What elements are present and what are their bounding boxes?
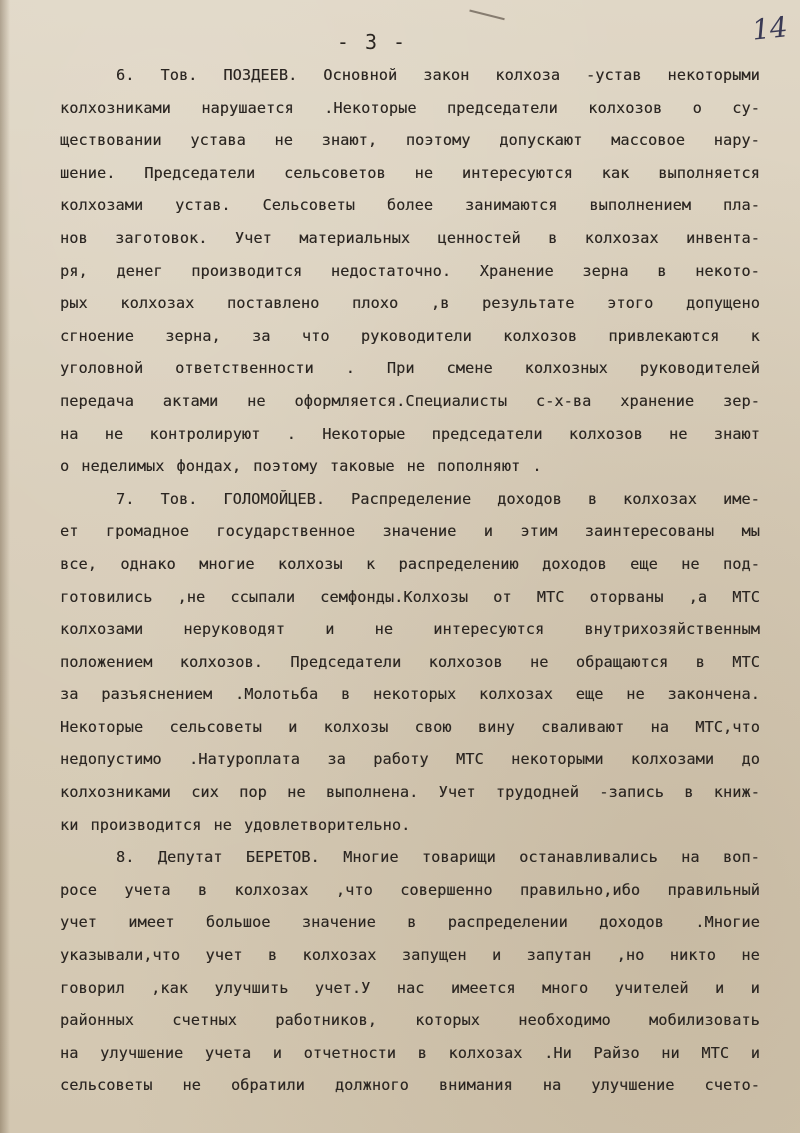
word: нарушается [201,98,294,117]
text-line [60,848,760,881]
word: не [374,620,394,639]
word: оторваны [589,587,664,606]
word: 8. [116,848,135,867]
word: плохо [352,294,399,313]
word: .Многие [695,913,760,932]
text-line [60,750,760,783]
word: БЕРЕТОВ. [245,848,320,867]
word: и [750,1043,760,1062]
word: большое [205,913,271,932]
text-line [60,1044,760,1077]
word: до [741,750,760,769]
word: МТС [732,587,760,606]
word: некоторыми [667,66,760,84]
word: поставлено [226,294,320,313]
word: .Натуроплата [189,750,300,769]
word: значение [301,913,376,932]
word: Хранение [479,261,554,280]
word: хранение [620,391,695,410]
word: и [491,946,502,965]
word: не [741,946,760,965]
word: закон [423,66,470,84]
word: ,в [430,294,450,313]
word: колхозами [60,620,144,639]
word: Сельсоветы [262,196,355,215]
text-line [60,294,760,327]
word: трудодней [495,783,580,802]
text-line [60,913,760,946]
word: на [60,1043,79,1062]
word: устава [190,131,246,150]
word: МТС [701,1043,730,1062]
word: внутрихозяйственным [584,620,760,639]
word: учета [124,880,171,899]
word: заинтересованы [584,522,715,541]
word: рых [60,294,88,313]
word: сваливают [541,717,625,736]
word: -запись [599,783,664,802]
word: ,а [688,587,708,606]
word: не [626,685,645,704]
word: должного [334,1076,409,1095]
word: заготовок. [115,228,208,247]
word: о [60,457,70,476]
word: улучшить [214,978,289,997]
word: колхоза [495,66,561,84]
word: многие [199,554,255,573]
word: ,что [335,880,373,899]
word: останавливались [519,848,658,867]
word: .Некоторые [324,98,417,117]
text-line [60,131,760,164]
word: не [681,554,700,573]
text-line [60,327,760,360]
word: совершенно [400,880,493,899]
word: этим [520,522,558,541]
text-line [60,816,760,849]
word: имеется [450,978,516,997]
word: оформляется.Специалисты [294,391,508,410]
text-line [60,196,760,229]
word: су- [732,98,760,117]
word: недопустимо [60,750,162,769]
word: товарищи [421,848,496,867]
word: инвента- [686,228,760,247]
word: колхозах [623,489,697,508]
text-line [60,99,760,132]
word: .Молотьба [235,685,319,704]
word: правильно,ибо [519,880,641,899]
text-line [60,881,760,914]
word: распределению [398,554,519,573]
word: выполнением [589,196,692,215]
handwritten-folio-number: 14 [750,10,790,47]
word: актами [162,391,219,410]
word: колхозы [323,717,389,736]
word: Некоторые [322,424,406,443]
word: интересуются [433,620,545,639]
word: Распределение [351,489,472,508]
word: никто [669,946,716,965]
word: от [493,587,512,606]
page-edge-shadow [0,0,10,1133]
word: привлекаются [608,326,720,345]
word: улучшение [591,1076,675,1095]
word: -устав [586,66,642,84]
text-line [60,262,760,295]
text-line [60,588,760,621]
text-line [60,653,760,686]
word: за [327,750,346,769]
word: не [247,391,266,410]
word: сельсоветов [284,163,386,182]
word: 6. [116,66,135,84]
word: ,как [151,978,189,997]
word: учета [204,1043,252,1062]
word: Райзо [593,1043,640,1062]
word: на [542,1076,562,1095]
page-number: - 3 - [336,30,408,54]
word: колхозами [60,196,144,215]
word: не [274,131,293,150]
word: име- [722,489,760,508]
word: материальных [299,228,411,247]
word: говорил [60,978,125,997]
word: и [483,522,493,541]
word: колхозниками [60,98,171,117]
word: устав. [175,196,231,215]
word: зерна, [165,326,221,345]
word: громадное [105,522,190,541]
word: колхозниками [60,783,171,802]
text-line [60,392,760,425]
word: и [288,717,298,736]
word: распределении [447,913,568,932]
word: массовое [611,131,686,150]
word: указывали,что [60,946,181,965]
word: доходов [599,913,664,932]
text-line [60,946,760,979]
word: доходов [542,554,607,573]
word: председатели [446,98,558,117]
word: в [695,652,705,671]
word: ки [60,815,79,834]
word: с-х-ва [535,391,592,410]
word: разъяснением [101,685,213,704]
word: счетных [172,1011,237,1030]
word: обращаются [575,652,669,671]
word: уголовной [60,359,144,378]
word: некото- [695,261,760,280]
word: выполняется [658,163,760,182]
word: в [267,946,278,965]
text-line [60,229,760,262]
word: на [60,424,79,443]
word: работу [373,750,429,769]
word: удовлетворительно. [243,815,411,834]
word: не [182,1076,201,1095]
word: не [529,652,549,671]
pencil-mark [469,2,506,20]
word: учителей [614,978,689,997]
word: МТС [536,587,565,606]
word: таковые [329,457,395,476]
word: отчетности [303,1043,397,1062]
word: Председатели [290,652,402,671]
word: за [60,685,79,704]
word: не [213,815,232,834]
word: МТС [732,652,760,671]
word: Председатели [144,163,256,182]
word: смене [446,359,493,378]
word: ответственности [175,359,314,378]
word: зер- [723,391,760,410]
word: в [197,880,208,899]
word: колхозах [302,946,377,965]
word: При [386,359,415,378]
word: Некоторые [60,717,144,736]
word: этого [607,294,654,313]
word: значение [382,522,457,541]
word: вину [477,717,515,736]
text-line [60,522,760,555]
word: МТС,что [695,717,760,736]
word: ГОЛОМОЙЦЕВ. [223,489,326,508]
word: пла- [722,196,760,215]
word: знают [713,424,760,443]
word: Учет [234,228,272,247]
word: ет [60,522,79,541]
word: как [601,163,630,182]
word: нов [60,228,88,247]
word: ПОЗДЕЕВ. [223,66,298,84]
word: колхозах [448,1043,523,1062]
text-line [60,718,760,751]
word: под- [722,554,760,573]
word: и [272,1043,282,1062]
word: учет [60,913,97,932]
word: некоторыми [511,750,604,769]
word: на [650,717,670,736]
word: сельсоветы [169,717,262,736]
word: которых [415,1011,480,1030]
word: не [414,163,434,182]
word: еще [630,554,658,573]
word: ществовании [60,131,162,150]
word: о [692,98,702,117]
word: шение. [60,163,116,182]
word: мобилизовать [649,1011,760,1030]
word: контролируют [149,424,261,443]
word: колхозах [479,685,553,704]
word: колхозов [503,326,578,345]
word: имеет [128,913,175,932]
word: более [386,196,434,215]
word: допущено [685,294,760,313]
word: в [407,913,417,932]
word: нару- [713,131,760,150]
word: неделимых [81,457,165,476]
word: государственное [216,522,356,541]
word: работников, [275,1011,377,1030]
word: ,но [616,946,645,965]
word: недостаточно. [330,261,452,280]
typewritten-text-body [60,66,760,1109]
word: не [406,457,426,476]
word: производится [191,261,303,280]
word: еще [575,685,604,704]
word: денег [116,261,163,280]
word: запущен [401,946,467,965]
word: и [325,620,335,639]
word: председатели [431,424,543,443]
text-line [60,1011,760,1044]
word: закончена. [667,685,760,704]
word: правильный [667,880,760,899]
word: в [587,489,598,508]
text-line [60,783,760,816]
word: Многие [343,848,399,867]
text-line [60,425,760,458]
word: колхозов [588,98,663,117]
word: учет.У [314,978,371,997]
word: за [252,326,271,345]
text-line [60,979,760,1012]
word: Учет [438,783,476,802]
word: . [286,424,296,443]
word: учет [205,946,243,965]
text-line [60,164,760,197]
word: к [365,554,376,573]
text-line [60,66,760,99]
word: интересуются [461,163,573,182]
text-line [60,620,760,653]
word: некоторых [373,685,457,704]
word: не [287,783,306,802]
word: в [657,261,667,280]
word: .Ни [544,1043,572,1062]
word: что [301,326,330,345]
word: обратили [230,1076,305,1095]
word: не [669,424,688,443]
word: сельсоветы [60,1076,153,1095]
word: Тов. [160,489,198,508]
text-line [60,685,760,718]
word: колхозов [568,424,643,443]
word: результате [482,294,575,313]
word: колхозах [120,294,195,313]
word: ,не [177,587,206,606]
word: занимаются [465,196,558,215]
word: и [750,978,760,997]
word: неруководят [183,620,286,639]
word: улучшение [100,1043,184,1062]
word: руководители [360,326,472,345]
word: и [715,978,725,997]
word: поэтому [405,131,471,150]
word: на [681,848,700,867]
word: ря, [60,261,88,280]
word: ссыпали [230,587,296,606]
word: сгноение [60,326,134,345]
word: руководителей [639,359,760,378]
word: пополняют [437,457,521,476]
word: книж- [713,783,760,802]
text-line [60,1076,760,1109]
word: росе [60,880,97,899]
text-line [60,555,760,588]
word: 7. [116,489,135,508]
text-line [60,490,760,523]
word: фондах, [176,457,242,476]
word: сих [191,783,219,802]
word: в [417,1043,427,1062]
word: к [750,326,760,345]
word: колхозы [277,554,343,573]
word: воп- [722,848,760,867]
word: ни [661,1043,680,1062]
word: производится [90,815,202,834]
word: нас [396,978,425,997]
word: свою [414,717,452,736]
word: Депутат [157,848,223,867]
word: колхозных [524,359,608,378]
word: ценностей [437,228,521,247]
word: . [532,457,542,476]
word: семфонды.Колхозы [320,587,469,606]
word: в [340,685,351,704]
word: допускают [499,131,583,150]
word: много [542,978,589,997]
word: МТС [456,750,484,769]
word: районных [60,1011,134,1030]
word: в [548,228,558,247]
word: колхозов. [179,652,263,671]
word: пор [239,783,267,802]
word: готовились [60,587,153,606]
word: доходов [497,489,562,508]
word: однако [120,554,176,573]
word: счето- [704,1076,760,1095]
word: необходимо [518,1011,611,1030]
word: мы [741,522,760,541]
word: передача [60,391,134,410]
word: . [345,359,355,378]
word: знают, [321,131,378,150]
word: внимания [438,1076,513,1095]
word: колхозами [630,750,715,769]
word: колхозах [584,228,659,247]
text-line [60,457,760,490]
word: все, [60,554,97,573]
word: в [684,783,694,802]
word: не [104,424,124,443]
text-line [60,359,760,392]
word: запутан [526,946,592,965]
word: поэтому [253,457,318,476]
word: Основной [323,66,398,84]
word: выполнена. [325,783,419,802]
word: колхозов [428,652,503,671]
word: зерна [582,261,629,280]
word: колхозах [234,880,309,899]
word: положением [60,652,153,671]
word: Тов. [160,66,198,84]
